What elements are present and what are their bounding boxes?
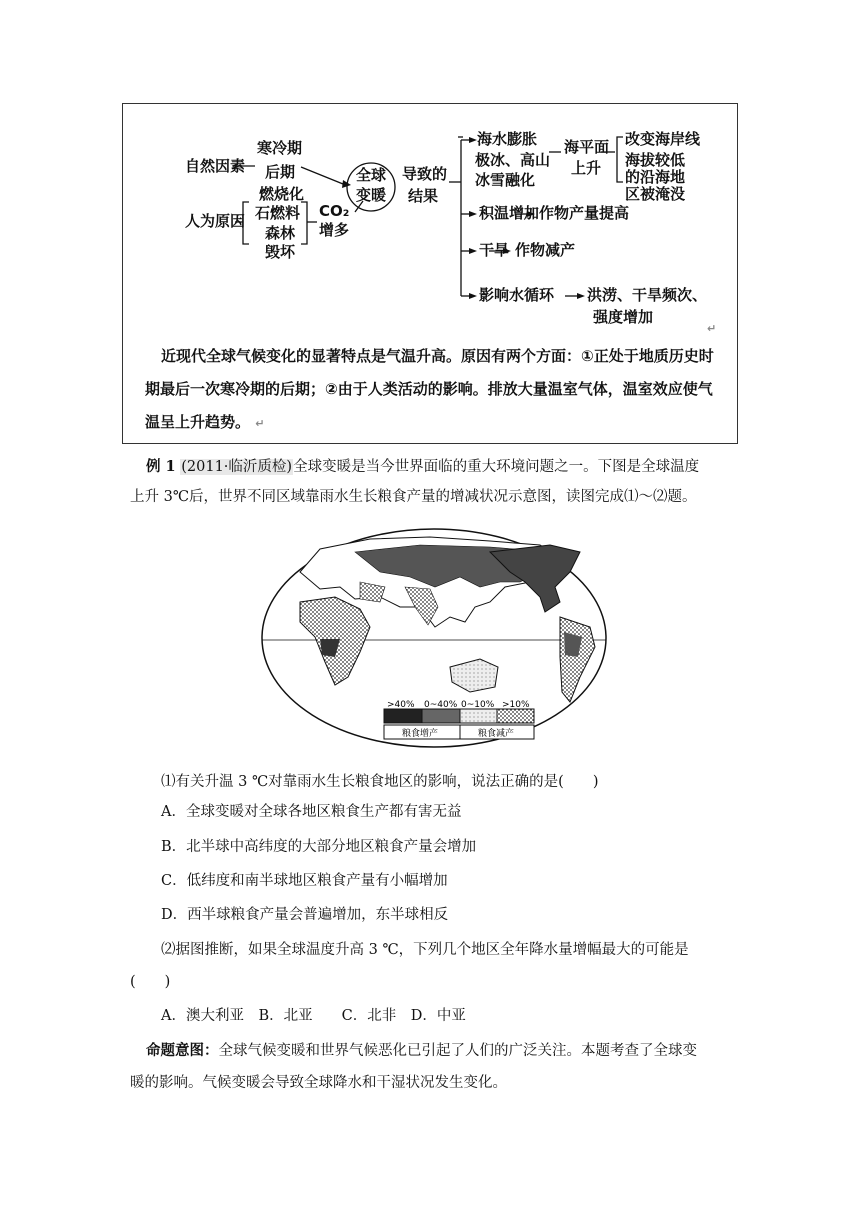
global-label: 全球 (356, 166, 387, 184)
crop-increase-label: 作物产量提高 (539, 204, 630, 222)
lead-to-label: 导致的 (402, 165, 448, 183)
sea-level-label: 海平面 (564, 138, 610, 156)
co2-label: CO₂ (319, 202, 350, 220)
legend-label-4: >10% (502, 700, 530, 710)
warming-label: 变暖 (356, 186, 387, 204)
legend-decrease: 粮食减产 (478, 729, 515, 739)
q1-option-d: D．西半球粮食产量会普遍增加，东半球相反 (161, 907, 449, 923)
example-label: 例 1 (146, 458, 176, 475)
polar-ice-label: 极冰、高山 (475, 151, 551, 169)
burn-label: 燃烧化 (259, 185, 305, 203)
rise-label: 上升 (571, 159, 602, 177)
legend-increase: 粮食增产 (402, 729, 439, 739)
legend-label-3: 0~10% (461, 700, 495, 710)
intent-line-2: 暖的影响。气候变暖会导致全球降水和干湿状况发生变化。 (130, 1075, 507, 1091)
fossil-fuel-label: 石燃料 (255, 204, 301, 222)
q2-options: A．澳大利亚 B．北亚 C．北非 D．中亚 (161, 1008, 466, 1024)
example-line-2: 上升 3℃后，世界不同区域靠雨水生长粮食产量的增减状况示意图，读图完成⑴～⑵题。 (130, 489, 697, 505)
coastal-area-label: 的沿海地 (625, 168, 686, 186)
human-cause-label: 人为原因 (185, 212, 246, 230)
sea-expand-label: 海水膨胀 (477, 130, 538, 148)
forest-label: 森林 (265, 224, 296, 242)
example-text-1: 全球变暖是当今世界面临的重大环境问题之一。下图是全球温度 (293, 459, 700, 475)
q1-option-c: C．低纬度和南半球地区粮食产量有小幅增加 (161, 873, 448, 889)
result-label: 结果 (408, 187, 439, 205)
box-paragraph (145, 340, 727, 440)
intensity-label: 强度增加 (593, 308, 654, 326)
example-source: (2011·临沂质检) (181, 459, 293, 475)
return-mark: ↵ (707, 322, 717, 335)
co2-increase-label: 增多 (319, 221, 350, 239)
destroy-label: 毁坏 (265, 243, 296, 261)
crop-decrease-label: 作物减产 (515, 241, 576, 259)
concept-box (122, 103, 738, 444)
q1-option-a: A．全球变暖对全球各地区粮食生产都有害无益 (161, 804, 462, 820)
flooded-label: 区被淹没 (625, 185, 686, 203)
flood-label: 洪涝、干旱频次、 (587, 286, 708, 304)
legend-label-1: >40% (387, 700, 415, 710)
ice-melt-label: 冰雪融化 (475, 171, 536, 189)
natural-factor-label: 自然因素 (185, 157, 246, 175)
water-cycle-label: 影响水循环 (479, 286, 555, 304)
world-map (260, 527, 608, 749)
accumulated-temp-label: 积温增加 (479, 204, 540, 222)
intent-text-1: 全球气候变暖和世界气候恶化已引起了人们的广泛关注。本题考查了全球变 (218, 1043, 697, 1059)
late-period-label: 后期 (265, 163, 296, 181)
q2-paren: ( ) (130, 974, 171, 990)
drought-label: 干旱 (479, 241, 510, 259)
q2-stem: ⑵据图推断，如果全球温度升高 3 ℃，下列几个地区全年降水量增幅最大的可能是 (161, 942, 689, 958)
coastline-label: 改变海岸线 (625, 130, 701, 148)
intent-label: 命题意图： (146, 1042, 219, 1059)
box-paragraph-text: 近现代全球气候变化的显著特点是气温升高。原因有两个方面：①正处于地质历史时期最后一次寒冷期的后期；②由于人类活动的影响。排放大量温室气体，温室效应使气温呈上升趋势。 (145, 347, 714, 431)
example-line-1 (130, 452, 730, 482)
q1-stem: ⑴有关升温 3 ℃对靠雨水生长粮食地区的影响，说法正确的是( ) (161, 774, 599, 790)
legend-label-2: 0~40% (424, 700, 458, 710)
intent-line-1 (130, 1036, 730, 1066)
return-mark: ↵ (255, 417, 265, 430)
cold-period-label: 寒冷期 (257, 139, 303, 157)
low-altitude-label: 海拔较低 (625, 151, 686, 169)
q1-option-b: B．北半球中高纬度的大部分地区粮食产量会增加 (161, 839, 477, 855)
